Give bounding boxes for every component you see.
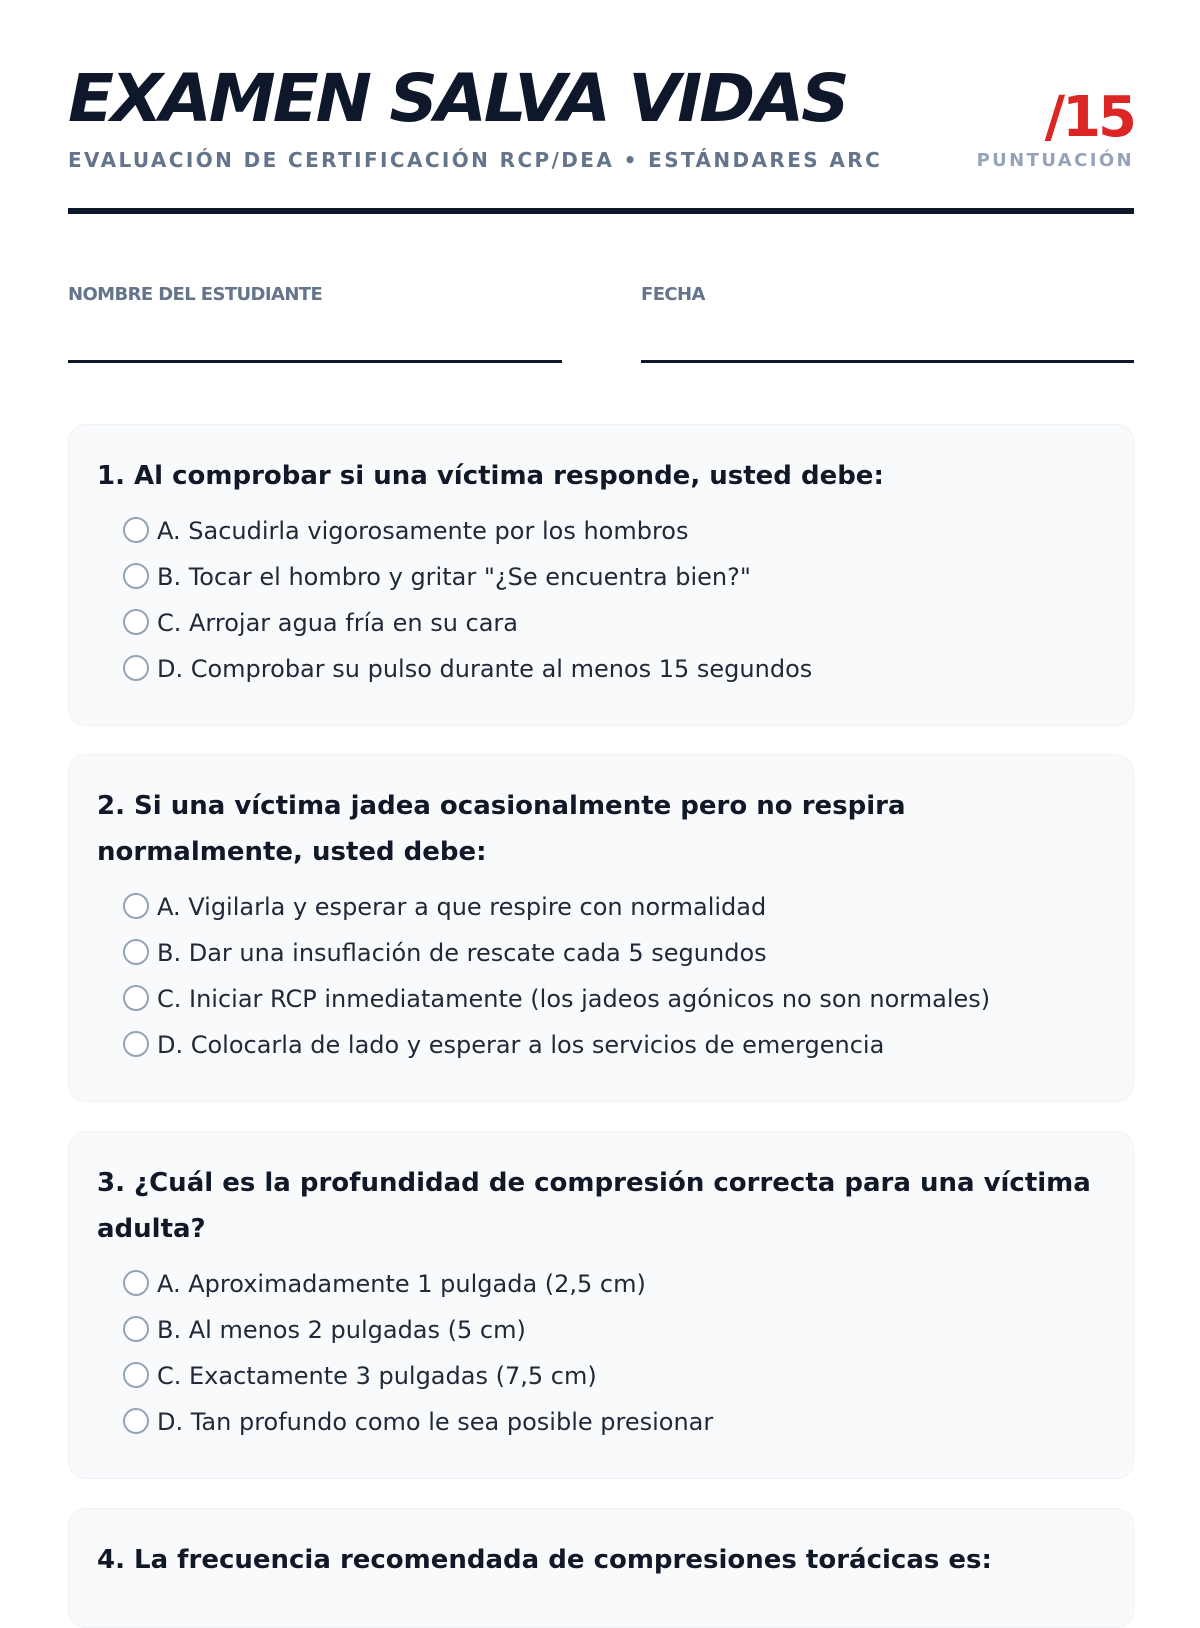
date-line[interactable] — [641, 360, 1134, 363]
radio-icon[interactable] — [123, 517, 149, 543]
answer-option-text: B. Tocar el hombro y gritar "¿Se encuentra bien?" — [157, 563, 751, 591]
answer-option-c[interactable] — [123, 605, 1107, 651]
answer-option-b[interactable] — [123, 559, 1107, 605]
student-name-line[interactable] — [68, 360, 562, 363]
question-card-2 — [68, 754, 1134, 1102]
radio-icon[interactable] — [123, 1270, 149, 1296]
answer-option-b[interactable] — [123, 935, 1107, 981]
score-box — [976, 85, 1134, 171]
radio-icon[interactable] — [123, 1031, 149, 1057]
question-card-3 — [68, 1131, 1134, 1479]
question-text: 2. Si una víctima jadea ocasionalmente pero no respira normalmente, usted debe: — [97, 791, 906, 867]
answer-option-text: A. Aproximadamente 1 pulgada (2,5 cm) — [157, 1270, 646, 1298]
radio-icon[interactable] — [123, 1362, 149, 1388]
score-value: /15 — [1044, 85, 1134, 150]
date-label: FECHA — [641, 284, 705, 305]
answer-option-c[interactable] — [123, 1358, 1107, 1404]
answer-option-text: A. Vigilarla y esperar a que respire con normalidad — [157, 893, 767, 921]
answer-options — [97, 1266, 1107, 1450]
answer-option-text: A. Sacudirla vigorosamente por los hombros — [157, 517, 689, 545]
exam-subtitle: EVALUACIÓN DE CERTIFICACIÓN RCP/DEA • ESTÁNDARES ARC — [68, 148, 883, 172]
answer-option-text: D. Comprobar su pulso durante al menos 15 segundos — [157, 655, 813, 683]
exam-page — [68, 0, 1134, 1575]
answer-option-d[interactable] — [123, 651, 1107, 697]
radio-icon[interactable] — [123, 939, 149, 965]
score-label: PUNTUACIÓN — [976, 150, 1134, 171]
answer-option-text: D. Tan profundo como le sea posible presionar — [157, 1408, 714, 1436]
answer-option-text: D. Colocarla de lado y esperar a los servicios de emergencia — [157, 1031, 885, 1059]
answer-option-c[interactable] — [123, 981, 1107, 1027]
answer-option-text: B. Dar una insuflación de rescate cada 5 segundos — [157, 939, 767, 967]
answer-options — [97, 889, 1107, 1073]
question-text: 3. ¿Cuál es la profundidad de compresión correcta para una víctima adulta? — [97, 1168, 1091, 1244]
student-info — [68, 214, 1134, 374]
answer-option-a[interactable] — [123, 1266, 1107, 1312]
date-field[interactable] — [641, 286, 1134, 363]
answer-option-text: C. Arrojar agua fría en su cara — [157, 609, 519, 637]
question-text: 4. La frecuencia recomendada de compresiones torácicas es: — [97, 1545, 992, 1575]
question-card-4 — [68, 1508, 1134, 1628]
answer-option-text: C. Iniciar RCP inmediatamente (los jadeos agónicos no son normales) — [157, 985, 991, 1013]
exam-header — [68, 0, 1134, 214]
answer-option-b[interactable] — [123, 1312, 1107, 1358]
radio-icon[interactable] — [123, 1408, 149, 1434]
answer-option-d[interactable] — [123, 1404, 1107, 1450]
answer-options — [97, 513, 1107, 697]
radio-icon[interactable] — [123, 1316, 149, 1342]
answer-option-text: B. Al menos 2 pulgadas (5 cm) — [157, 1316, 526, 1344]
radio-icon[interactable] — [123, 563, 149, 589]
radio-icon[interactable] — [123, 609, 149, 635]
answer-option-a[interactable] — [123, 513, 1107, 559]
question-text: 1. Al comprobar si una víctima responde, usted debe: — [97, 461, 884, 491]
radio-icon[interactable] — [123, 655, 149, 681]
question-card-1 — [68, 424, 1134, 726]
radio-icon[interactable] — [123, 893, 149, 919]
radio-icon[interactable] — [123, 985, 149, 1011]
student-name-field[interactable] — [68, 286, 562, 363]
student-name-label: NOMBRE DEL ESTUDIANTE — [68, 284, 323, 305]
answer-option-a[interactable] — [123, 889, 1107, 935]
answer-option-text: C. Exactamente 3 pulgadas (7,5 cm) — [157, 1362, 597, 1390]
exam-title: EXAMEN SALVA VIDAS — [68, 60, 847, 137]
answer-option-d[interactable] — [123, 1027, 1107, 1073]
